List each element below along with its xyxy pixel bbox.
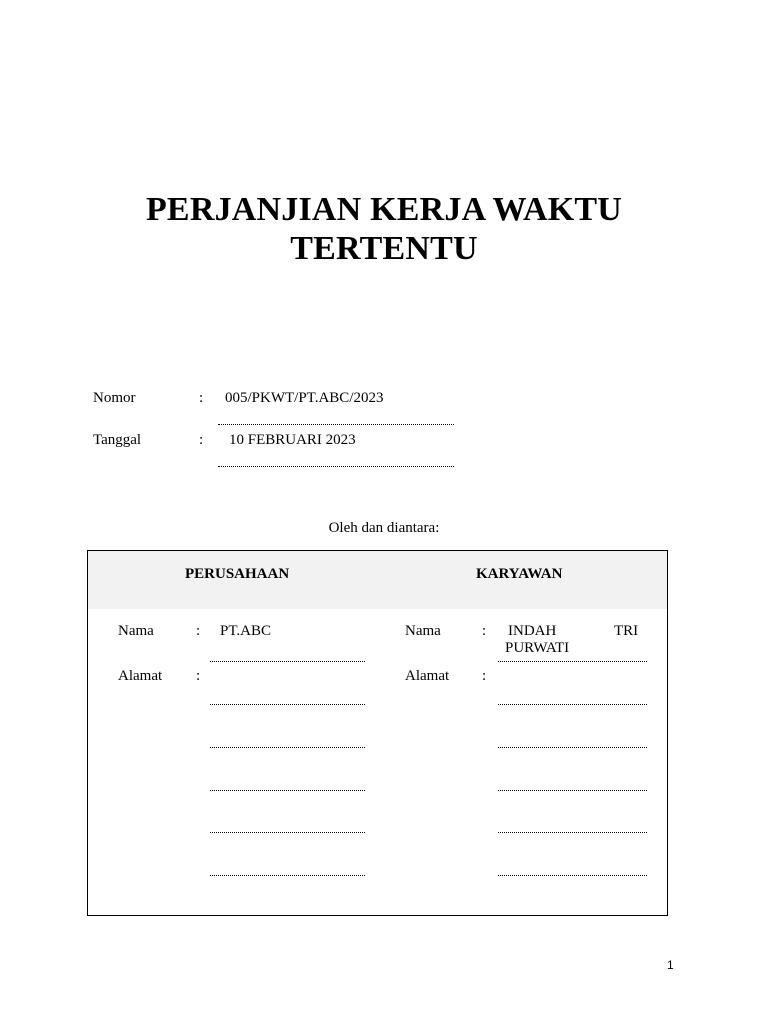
parties-table (87, 550, 668, 916)
document-title (0, 190, 768, 268)
company-nama-value: PT.ABC (220, 623, 271, 639)
employee-nama-label: Nama (405, 623, 441, 639)
employee-alamat-dotted-line-2 (498, 747, 647, 748)
employee-nama-value-line-2: PURWATI (505, 640, 570, 656)
company-nama-label: Nama (118, 623, 154, 639)
employee-nama-value-word-2: TRI (614, 623, 639, 639)
document-title-line-2: TERTENTU (290, 230, 478, 267)
tanggal-dotted-line (218, 466, 454, 467)
employee-alamat-dotted-line-5 (498, 875, 647, 876)
employee-alamat-dotted-line-3 (498, 790, 647, 791)
parties-header-row (88, 551, 667, 609)
employee-alamat-dotted-line-4 (498, 832, 647, 833)
company-nama-dotted-line (210, 661, 365, 662)
tanggal-label: Tanggal (93, 432, 142, 448)
company-alamat-label: Alamat (118, 668, 163, 684)
tanggal-colon: : (199, 432, 204, 448)
tanggal-value: 10 FEBRUARI 2023 (229, 432, 356, 448)
nomor-value: 005/PKWT/PT.ABC/2023 (225, 390, 384, 406)
page-number: 1 (667, 958, 674, 972)
employee-nama-colon: : (482, 623, 487, 639)
document-title-line-1: PERJANJIAN KERJA WAKTU (145, 191, 623, 228)
nomor-dotted-line (218, 424, 454, 425)
employee-nama-dotted-line (498, 661, 647, 662)
between-text: Oleh dan diantara: (328, 520, 440, 536)
employee-alamat-dotted-line-1 (498, 704, 647, 705)
employee-header: KARYAWAN (476, 566, 563, 582)
company-alamat-dotted-line-2 (210, 747, 365, 748)
company-alamat-dotted-line-4 (210, 832, 365, 833)
employee-alamat-label: Alamat (405, 668, 450, 684)
employee-alamat-colon: : (482, 668, 487, 684)
company-nama-colon: : (196, 623, 201, 639)
employee-nama-value-word-1: INDAH (508, 623, 557, 639)
company-alamat-dotted-line-5 (210, 875, 365, 876)
company-alamat-dotted-line-1 (210, 704, 365, 705)
nomor-colon: : (199, 390, 204, 406)
nomor-label: Nomor (93, 390, 136, 406)
company-alamat-dotted-line-3 (210, 790, 365, 791)
company-alamat-colon: : (196, 668, 201, 684)
company-header: PERUSAHAAN (185, 566, 290, 582)
